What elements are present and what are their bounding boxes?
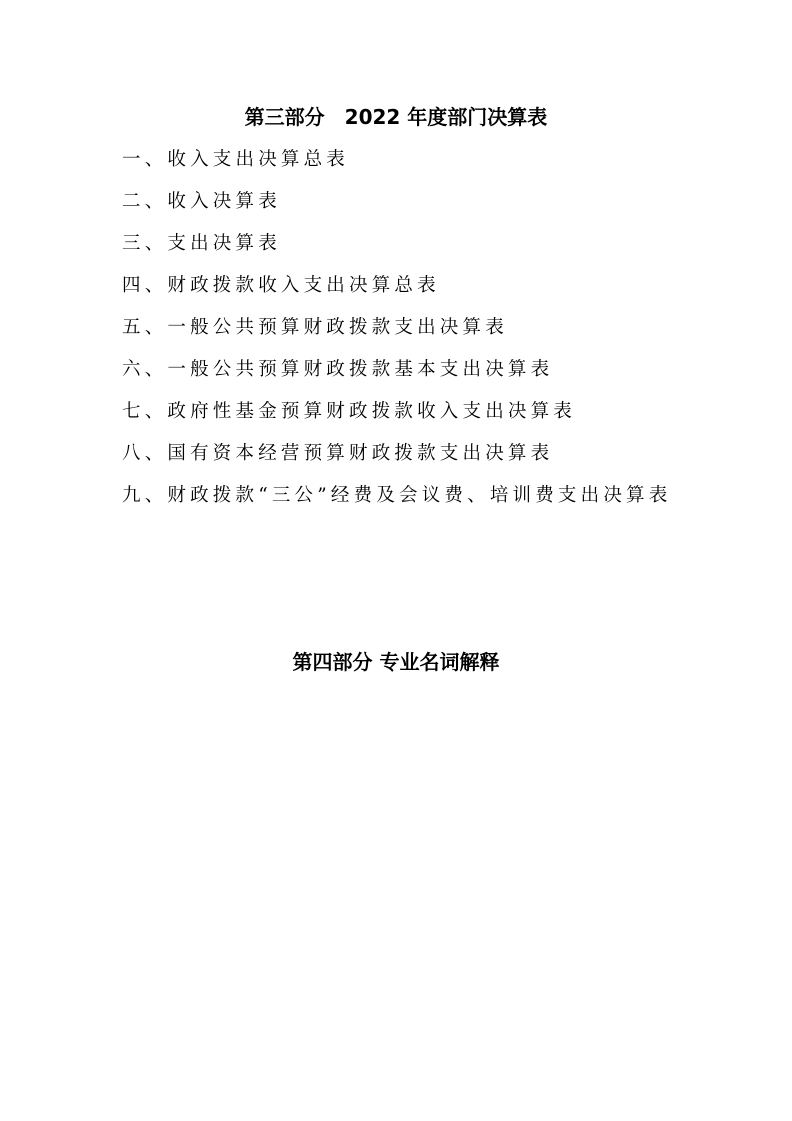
list-item: 五、一般公共预算财政拨款支出决算表 — [122, 317, 508, 338]
list-item: 七、政府性基金预算财政拨款收入支出决算表 — [122, 401, 577, 422]
list-item: 二、收入决算表 — [122, 191, 281, 212]
list-item: 四、财政拨款收入支出决算总表 — [122, 275, 440, 296]
part3-heading: 第三部分 2022 年度部门决算表 — [244, 105, 548, 129]
part3-table-list — [122, 146, 671, 524]
list-item: 六、一般公共预算财政拨款基本支出决算表 — [122, 359, 554, 380]
list-item: 三、支出决算表 — [122, 233, 281, 254]
list-item: 八、国有资本经营预算财政拨款支出决算表 — [122, 443, 554, 464]
list-item: 一、收入支出决算总表 — [122, 149, 350, 170]
list-item: 九、财政拨款“三公”经费及会议费、培训费支出决算表 — [122, 485, 672, 506]
part4-heading: 第四部分 专业名词解释 — [292, 650, 500, 674]
